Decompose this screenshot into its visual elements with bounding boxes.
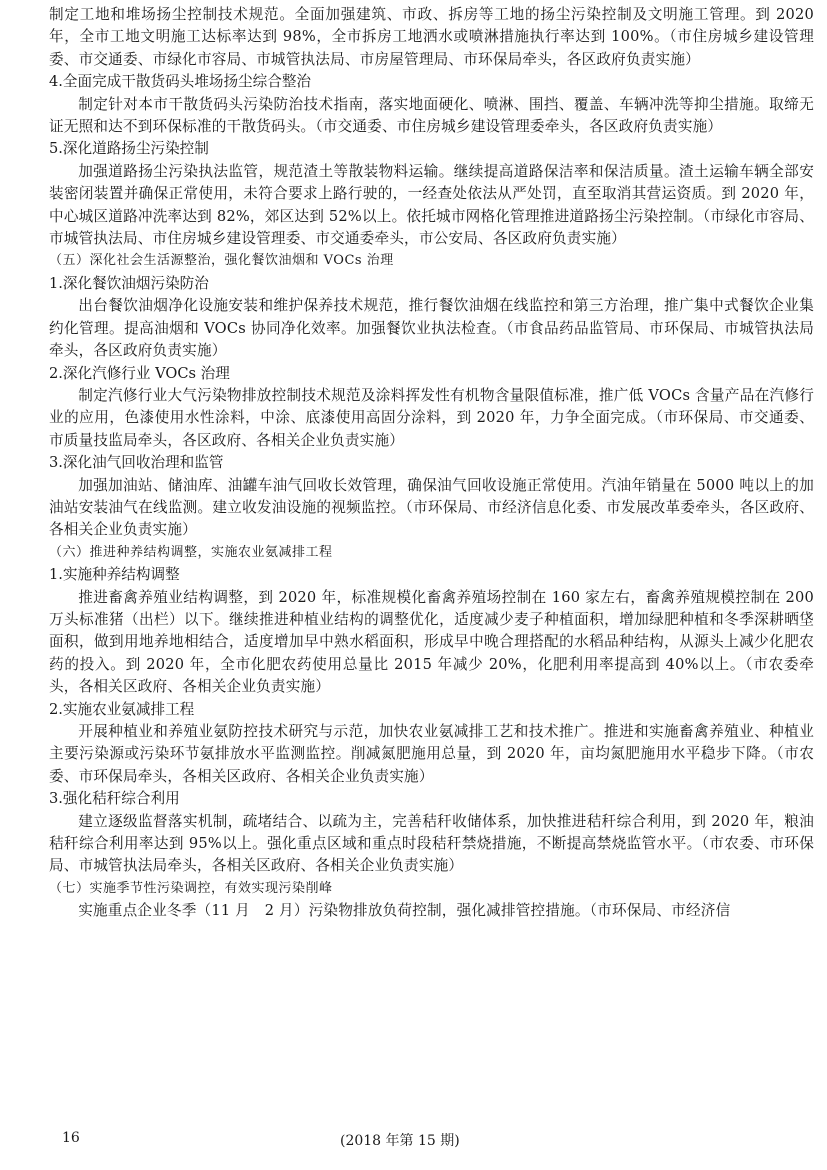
- subsection-heading: 3.强化秸秆综合利用: [49, 790, 180, 808]
- paragraph: 加强加油站、储油库、油罐车油气回收长效管理，确保油气回收设施正常使用。汽油年销量在 5000 吨以上的加油站安装油气在线监测。建立收发油设施的视频监控。（市环保局、市经济信息化委、市发展改革委牵头，各区政府、各相关企业负责实施）: [49, 476, 814, 539]
- subsection-heading: 2.深化汽修行业 VOCs 治理: [49, 364, 230, 382]
- paragraph: 制定针对本市干散货码头污染防治技术指南，落实地面硬化、喷淋、围挡、覆盖、车辆冲洗等抑尘措施。取缔无证无照和达不到环保标准的干散货码头。（市交通委、市住房城乡建设管理委牵头，各区政府负责实施）: [49, 95, 814, 136]
- issue-label: (2018 年第 15 期): [340, 1133, 460, 1149]
- paragraph: 推进畜禽养殖业结构调整，到 2020 年，标准规模化畜禽养殖场控制在 160 家左右，畜禽养殖规模控制在 200 万头标准猪（出栏）以下。继续推进种植业结构的调整优化，适度减少麦子种植面积，增加绿肥种植和冬季深耕晒垡面积，做到用地养地相结合，适度增加早中熟水稻面积，形成早中晚合理搭配的水稻品种结构，从源头上减少化肥农药的投入。到 2020 年，全市化肥农药使用总量比 2015 年减少 20%，化肥利用率提高到 40%以上。（市农委牵头，各相关区政府、各相关企业负责实施）: [49, 588, 814, 696]
- page-number: 16: [62, 1130, 80, 1146]
- section-heading: （五）深化社会生活源整治，强化餐饮油烟和 VOCs 治理: [49, 253, 394, 269]
- section-heading: （六）推进种养结构调整，实施农业氨减排工程: [49, 544, 333, 560]
- paragraph: 开展种植业和养殖业氨防控技术研究与示范，加快农业氨减排工艺和技术推广。推进和实施畜禽养殖业、种植业主要污染源或污染环节氨排放水平监测监控。削减氮肥施用总量，到 2020 年，亩均氮肥施用水平稳步下降。（市农委、市环保局牵头，各相关区政府、各相关企业负责实施）: [49, 723, 814, 785]
- subsection-heading: 1.实施种养结构调整: [49, 566, 180, 584]
- subsection-heading: 3.深化油气回收治理和监管: [49, 454, 224, 472]
- section-heading: （七）实施季节性污染调控，有效实现污染削峰: [49, 880, 333, 896]
- paragraph: 制定工地和堆场扬尘控制技术规范。全面加强建筑、市政、拆房等工地的扬尘污染控制及文明施工管理。到 2020 年，全市工地文明施工达标率达到 98%，全市拆房工地洒水或喷淋措施执行率达到 100%。（市住房城乡建设管理委、市交通委、市绿化市容局、市城管执法局、市房屋管理局、市环保局牵头，各区政府负责实施）: [49, 6, 814, 68]
- paragraph: 出台餐饮油烟净化设施安装和维护保养技术规范，推行餐饮油烟在线监控和第三方治理，推广集中式餐饮企业集约化管理。提高油烟和 VOCs 协同净化效率。加强餐饮业执法检查。（市食品药品监管局、市环保局、市城管执法局牵头，各区政府负责实施）: [49, 297, 814, 360]
- subsection-heading: 5.深化道路扬尘污染控制: [49, 140, 209, 158]
- page-footer: [0, 1130, 827, 1150]
- paragraph: 实施重点企业冬季（11 月 2 月）污染物排放负荷控制，强化减排管控措施。（市环保局、市经济信: [78, 902, 731, 920]
- subsection-heading: 2.实施农业氨减排工程: [49, 700, 195, 718]
- document-body: [49, 4, 814, 923]
- paragraph: 加强道路扬尘污染执法监管，规范渣土等散装物料运输。继续提高道路保洁率和保洁质量。渣土运输车辆全部安装密闭装置并确保正常使用，未符合要求上路行驶的，一经查处依法从严处罚，直至取消其营运资质。到 2020 年，中心城区道路冲洗率达到 82%，郊区达到 52%以上。依托城市网格化管理推进道路扬尘污染控制。（市绿化市容局、市城管执法局、市住房城乡建设管理委、市交通委牵头，市公安局、各区政府负责实施）: [49, 162, 814, 248]
- paragraph: 建立逐级监督落实机制，疏堵结合、以疏为主，完善秸秆收储体系，加快推进秸秆综合利用，到 2020 年，粮油秸秆综合利用率达到 95%以上。强化重点区域和重点时段秸秆禁烧措施，不断提高禁烧监管水平。（市农委、市环保局、市城管执法局牵头，各相关区政府、各相关企业负责实施）: [49, 812, 814, 875]
- subsection-heading: 4.全面完成干散货码头堆场扬尘综合整治: [49, 73, 312, 91]
- paragraph: 制定汽修行业大气污染物排放控制技术规范及涂料挥发性有机物含量限值标准，推广低 VOCs 含量产品在汽修行业的应用，色漆使用水性涂料，中涂、底漆使用高固分涂料，到 2020 年，力争全面完成。（市环保局、市交通委、市质量技监局牵头，各区政府、各相关企业负责实施）: [49, 386, 814, 449]
- subsection-heading: 1.深化餐饮油烟污染防治: [49, 274, 209, 292]
